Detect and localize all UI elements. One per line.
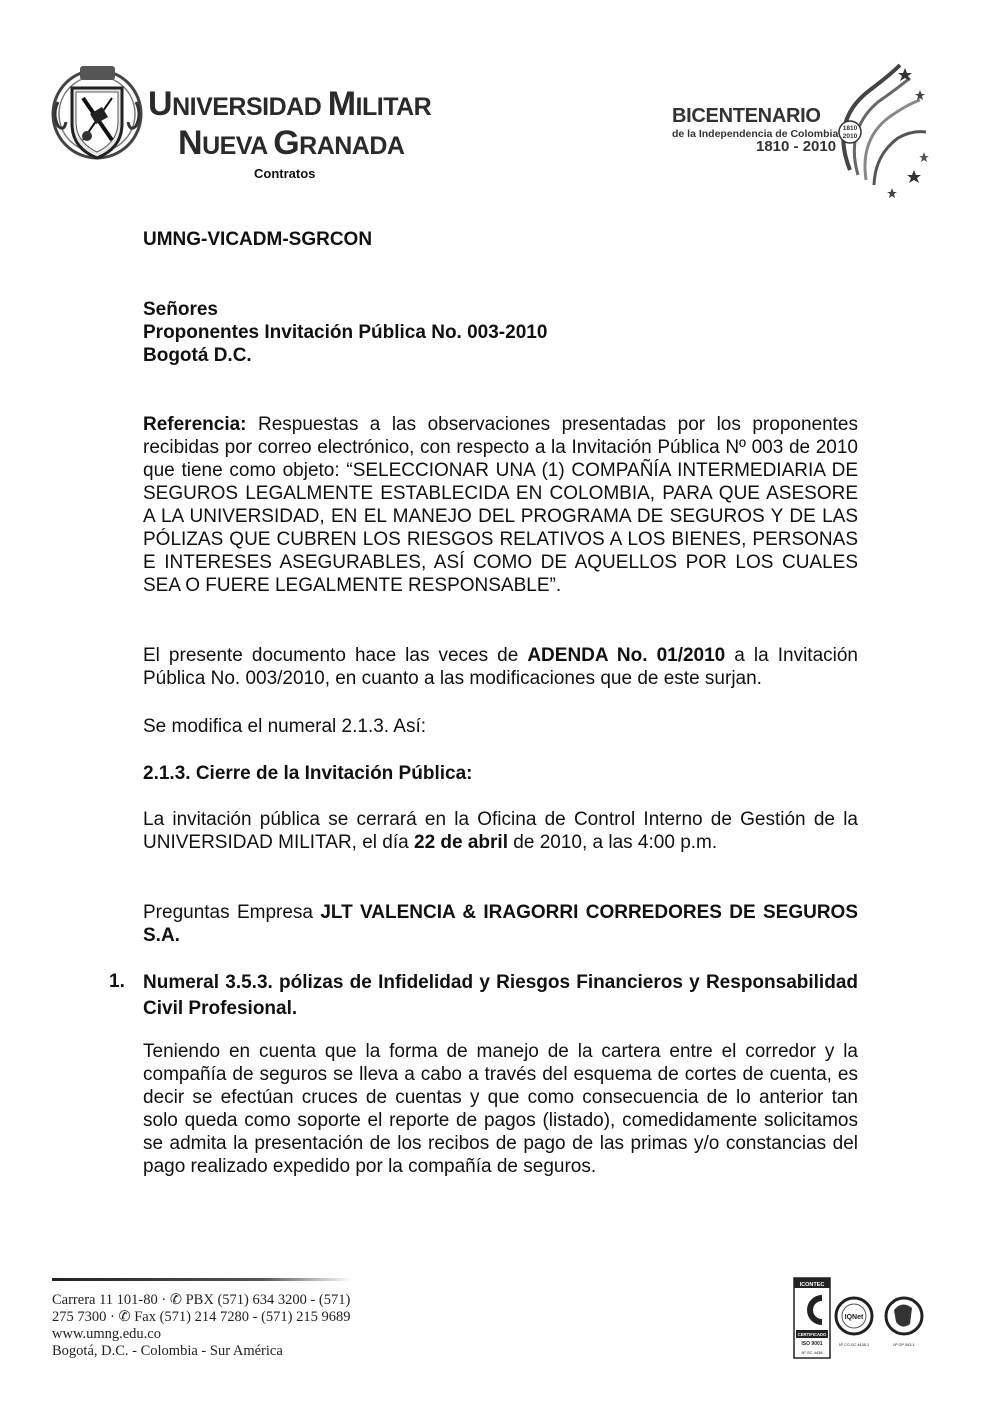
footer-address-line: 275 7300 · ✆ Fax (571) 214 7280 - (571) 215 9689 (52, 1309, 351, 1325)
question-number: 1. (109, 971, 125, 992)
addressee-line: Señores (143, 299, 218, 320)
reference-paragraph (143, 413, 858, 597)
svg-text:1810: 1810 (842, 125, 858, 132)
modification-note: Se modifica el numeral 2.1.3. Así: (143, 716, 427, 737)
svg-text:ISO 9001: ISO 9001 (801, 1341, 823, 1347)
closing-text-pre: La invitación pública se cerrará en la Oficina de Control Interno de Gestión de la UNIVERSIDAD MILITAR, el día (143, 809, 858, 853)
bicentenario-logo (672, 60, 927, 205)
closing-date: 22 de abril (414, 832, 508, 853)
svg-text:Nº CO-SC 4438-1: Nº CO-SC 4438-1 (838, 1343, 870, 1347)
department-label: Contratos (254, 166, 316, 181)
reference-label: Referencia: (143, 414, 247, 435)
bicentenario-subtitle: de la Independencia de Colombia (672, 128, 839, 140)
svg-text:Nº SC 4438: Nº SC 4438 (801, 1350, 823, 1355)
closing-text-post: de 2010, a las 4:00 p.m. (508, 832, 718, 853)
university-name: UNIVERSIDAD MILITAR NUEVA GRANADA (148, 85, 432, 162)
icontec-badge-icon (794, 1278, 830, 1358)
footer-address-line: Bogotá, D.C. - Colombia - Sur América (52, 1343, 283, 1359)
question-title: Numeral 3.5.3. pólizas de Infidelidad y Riesgos Financieros y Responsabilidad Civil Profesional. (143, 972, 858, 1019)
footer-website: www.umng.edu.co (52, 1326, 161, 1342)
footer-address (52, 1292, 351, 1360)
questions-heading-pre: Preguntas Empresa (143, 902, 321, 923)
adenda-number: ADENDA No. 01/2010 (527, 645, 726, 666)
svg-text:ICONTEC: ICONTEC (799, 1282, 825, 1288)
adenda-paragraph (143, 644, 858, 690)
questions-heading (143, 901, 858, 947)
svg-text:CERTIFICADO: CERTIFICADO (797, 1332, 827, 1337)
svg-text:Nº GP 093-1: Nº GP 093-1 (893, 1343, 915, 1347)
quality-seal-icon (886, 1298, 922, 1347)
bicentenario-years: 1810 - 2010 (756, 138, 837, 155)
bicentenario-swirl-icon (830, 60, 930, 205)
question-item (109, 970, 858, 1022)
certification-logos (792, 1276, 927, 1361)
addressee-block (143, 298, 547, 367)
footer-address-line: Carrera 11 101-80 · ✆ PBX (571) 634 3200 - (571) (52, 1292, 351, 1308)
closing-paragraph (143, 808, 858, 854)
university-shield-icon (50, 62, 145, 167)
question-body: Teniendo en cuenta que la forma de manejo de la cartera entre el corredor y la compañía de seguros se lleva a cabo a través del esquema de cortes de cuenta, es decir se efectúan cruces de cuentas y que como consecuencia de lo anterior tan solo queda como soporte el reporte de pagos (listado), comedidamente solicitamos se admita la presentación de los recibos de pago de las primas y/o constancias del pago realizado expedido por la compañía de seguros. (143, 1041, 858, 1177)
reference-code: UMNG-VICADM-SGRCON (143, 229, 373, 250)
reference-text: Respuestas a las observaciones presentadas por los proponentes recibidas por correo electrónico, con respecto a la Invitación Pública Nº 003 de 2010 que tiene como objeto: “SELECCIONAR UNA (1) COMPAÑÍA INTERMEDIARIA DE SEGUROS LEGALMENTE ESTABLECIDA EN COLOMBIA, PARA QUE ASESORE A LA UNIVERSIDAD, EN EL MANEJO DEL PROGRAMA DE SEGUROS Y DE LAS PÓLIZAS QUE CUBREN LOS RIESGOS RELATIVOS A LOS BIENES, PERSONAS E INTERESES ASEGURABLES, ASÍ COMO DE AQUELLOS POR LOS CUALES SEA O FUERE LEGALMENTE RESPONSABLE”. (143, 414, 858, 596)
iqnet-badge-icon (836, 1298, 872, 1347)
svg-text:IQNet: IQNet (844, 1314, 864, 1321)
footer-divider (52, 1278, 352, 1281)
bicentenario-title: BICENTENARIO (672, 105, 821, 127)
adenda-text-post: a la Invitación Pública No. 003/2010, en cuanto a las modificaciones que de este surjan. (143, 645, 858, 689)
company-name: JLT VALENCIA & IRAGORRI CORREDORES DE SEGUROS S.A. (143, 902, 858, 946)
svg-text:2010: 2010 (842, 133, 858, 140)
addressee-line: Bogotá D.C. (143, 345, 252, 366)
addressee-line: Proponentes Invitación Pública No. 003-2010 (143, 322, 548, 343)
adenda-text-pre: El presente documento hace las veces de (143, 645, 528, 666)
section-title: 2.1.3. Cierre de la Invitación Pública: (143, 763, 473, 784)
university-logo (50, 62, 430, 187)
